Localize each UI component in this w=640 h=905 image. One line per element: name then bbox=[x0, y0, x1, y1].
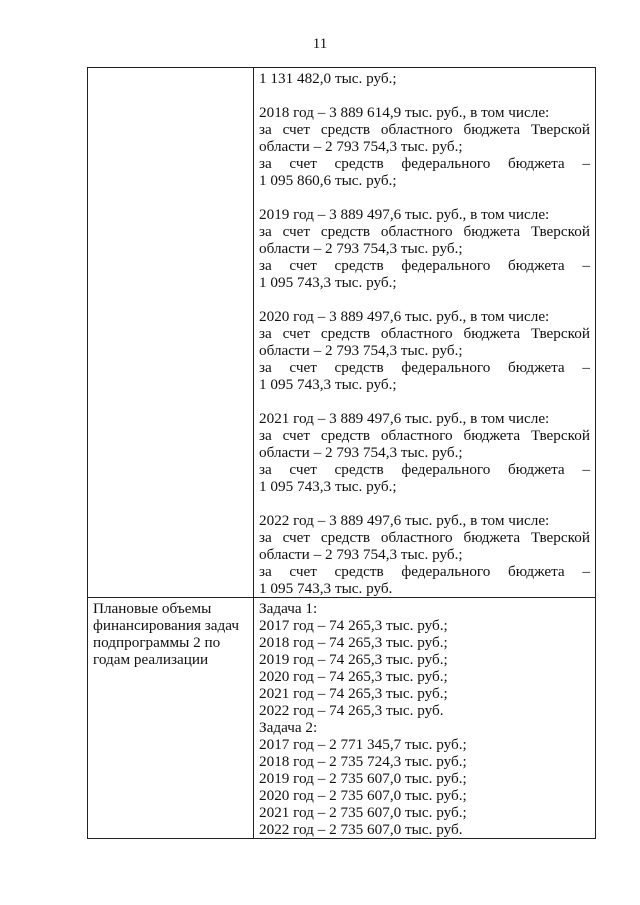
word: счет bbox=[282, 121, 311, 138]
word: федерального bbox=[401, 155, 491, 172]
year-block bbox=[259, 206, 590, 291]
word: за bbox=[259, 529, 272, 546]
word: средств bbox=[320, 121, 371, 138]
word: областного bbox=[380, 121, 453, 138]
spacer bbox=[259, 495, 590, 512]
word: бюджета bbox=[463, 223, 521, 240]
year-block bbox=[259, 410, 590, 495]
word: федерального bbox=[401, 461, 491, 478]
label-cell-empty bbox=[88, 68, 254, 598]
task-year-line: 2022 год – 2 735 607,0 тыс. руб. bbox=[259, 821, 463, 838]
word: областного bbox=[380, 529, 453, 546]
table-row bbox=[88, 598, 596, 839]
word: – bbox=[582, 461, 590, 478]
word: за bbox=[259, 257, 272, 274]
task-title: Задача 2: bbox=[259, 719, 318, 736]
regional-budget-amount: области – 2 793 754,3 тыс. руб.; bbox=[259, 546, 463, 563]
word: средств bbox=[334, 563, 384, 580]
task-year-line: 2020 год – 2 735 607,0 тыс. руб.; bbox=[259, 787, 467, 804]
continued-amount: 1 131 482,0 тыс. руб.; bbox=[259, 70, 397, 87]
task-year-line: 2021 год – 2 735 607,0 тыс. руб.; bbox=[259, 804, 467, 821]
word: бюджета bbox=[463, 427, 521, 444]
word: федерального bbox=[401, 563, 491, 580]
word: счет bbox=[282, 325, 311, 342]
word: средств bbox=[334, 257, 384, 274]
regional-budget-line bbox=[259, 325, 590, 342]
regional-budget-line bbox=[259, 223, 590, 240]
word: за bbox=[259, 359, 272, 376]
word: областного bbox=[380, 325, 453, 342]
word: бюджета bbox=[463, 529, 521, 546]
federal-budget-amount: 1 095 743,3 тыс. руб.; bbox=[259, 274, 397, 291]
year-block bbox=[259, 512, 590, 597]
word: бюджета bbox=[508, 461, 565, 478]
word: федерального bbox=[401, 359, 491, 376]
task-year-line: 2018 год – 74 265,3 тыс. руб.; bbox=[259, 634, 448, 651]
word: – bbox=[582, 257, 590, 274]
word: бюджета bbox=[508, 359, 565, 376]
word: областного bbox=[380, 223, 453, 240]
label-line: подпрограммы 2 по bbox=[93, 634, 221, 651]
page-number: 11 bbox=[312, 36, 328, 52]
word: за bbox=[259, 121, 272, 138]
word: за bbox=[259, 427, 272, 444]
word: бюджета bbox=[463, 325, 521, 342]
word: Тверской bbox=[530, 325, 590, 342]
years-list bbox=[259, 87, 590, 597]
spacer bbox=[259, 393, 590, 410]
federal-budget-line bbox=[259, 155, 590, 172]
word: счет bbox=[289, 563, 317, 580]
word: за bbox=[259, 223, 272, 240]
tasks-cell bbox=[254, 598, 596, 839]
word: счет bbox=[289, 461, 317, 478]
word: бюджета bbox=[508, 155, 565, 172]
word: средств bbox=[320, 325, 371, 342]
word: – bbox=[582, 563, 590, 580]
word: счет bbox=[289, 155, 317, 172]
program-table bbox=[87, 67, 596, 839]
word: – bbox=[582, 359, 590, 376]
word: областного bbox=[380, 427, 453, 444]
word: средств bbox=[320, 223, 371, 240]
spacer bbox=[259, 189, 590, 206]
word: за bbox=[259, 325, 272, 342]
label-line: годам реализации bbox=[93, 651, 209, 668]
word: счет bbox=[282, 223, 311, 240]
task-year-line: 2019 год – 74 265,3 тыс. руб.; bbox=[259, 651, 448, 668]
word: Тверской bbox=[530, 121, 590, 138]
word: Тверской bbox=[530, 529, 590, 546]
task-title: Задача 1: bbox=[259, 600, 318, 617]
regional-budget-line bbox=[259, 529, 590, 546]
word: средств bbox=[334, 155, 384, 172]
task-year-line: 2017 год – 2 771 345,7 тыс. руб.; bbox=[259, 736, 467, 753]
federal-budget-line bbox=[259, 257, 590, 274]
federal-budget-line bbox=[259, 359, 590, 376]
word: счет bbox=[282, 529, 311, 546]
word: Тверской bbox=[530, 223, 590, 240]
word: бюджета bbox=[508, 257, 565, 274]
year-heading: 2018 год – 3 889 614,9 тыс. руб., в том числе: bbox=[259, 104, 550, 121]
word: за bbox=[259, 461, 272, 478]
task-year-line: 2017 год – 74 265,3 тыс. руб.; bbox=[259, 617, 448, 634]
word: счет bbox=[289, 359, 317, 376]
word: за bbox=[259, 563, 272, 580]
spacer bbox=[259, 87, 590, 104]
word: средств bbox=[320, 529, 371, 546]
federal-budget-amount: 1 095 743,3 тыс. руб. bbox=[259, 580, 393, 597]
word: счет bbox=[282, 427, 311, 444]
word: бюджета bbox=[508, 563, 565, 580]
word: Тверской bbox=[530, 427, 590, 444]
regional-budget-amount: области – 2 793 754,3 тыс. руб.; bbox=[259, 240, 463, 257]
word: федерального bbox=[401, 257, 491, 274]
word: – bbox=[582, 155, 590, 172]
task-year-line: 2021 год – 74 265,3 тыс. руб.; bbox=[259, 685, 448, 702]
federal-budget-line bbox=[259, 461, 590, 478]
federal-budget-amount: 1 095 743,3 тыс. руб.; bbox=[259, 376, 397, 393]
word: средств bbox=[320, 427, 371, 444]
year-heading: 2021 год – 3 889 497,6 тыс. руб., в том числе: bbox=[259, 410, 550, 427]
label-cell bbox=[88, 598, 254, 839]
spacer bbox=[259, 291, 590, 308]
task-year-line: 2018 год – 2 735 724,3 тыс. руб.; bbox=[259, 753, 467, 770]
table-row bbox=[88, 68, 596, 598]
year-block bbox=[259, 104, 590, 189]
federal-budget-amount: 1 095 860,6 тыс. руб.; bbox=[259, 172, 397, 189]
year-heading: 2019 год – 3 889 497,6 тыс. руб., в том числе: bbox=[259, 206, 550, 223]
federal-budget-amount: 1 095 743,3 тыс. руб.; bbox=[259, 478, 397, 495]
label-line: Плановые объемы bbox=[93, 600, 212, 617]
word: средств bbox=[334, 461, 384, 478]
year-heading: 2020 год – 3 889 497,6 тыс. руб., в том числе: bbox=[259, 308, 550, 325]
word: средств bbox=[334, 359, 384, 376]
label-line: финансирования задач bbox=[93, 617, 240, 634]
funding-by-year-cell bbox=[254, 68, 596, 598]
regional-budget-amount: области – 2 793 754,3 тыс. руб.; bbox=[259, 444, 463, 461]
task-year-line: 2019 год – 2 735 607,0 тыс. руб.; bbox=[259, 770, 467, 787]
regional-budget-amount: области – 2 793 754,3 тыс. руб.; bbox=[259, 342, 463, 359]
task-year-line: 2020 год – 74 265,3 тыс. руб.; bbox=[259, 668, 448, 685]
year-heading: 2022 год – 3 889 497,6 тыс. руб., в том числе: bbox=[259, 512, 550, 529]
year-block bbox=[259, 308, 590, 393]
word: бюджета bbox=[463, 121, 521, 138]
regional-budget-line bbox=[259, 121, 590, 138]
federal-budget-line bbox=[259, 563, 590, 580]
word: за bbox=[259, 155, 272, 172]
task-year-line: 2022 год – 74 265,3 тыс. руб. bbox=[259, 702, 444, 719]
word: счет bbox=[289, 257, 317, 274]
regional-budget-line bbox=[259, 427, 590, 444]
regional-budget-amount: области – 2 793 754,3 тыс. руб.; bbox=[259, 138, 463, 155]
